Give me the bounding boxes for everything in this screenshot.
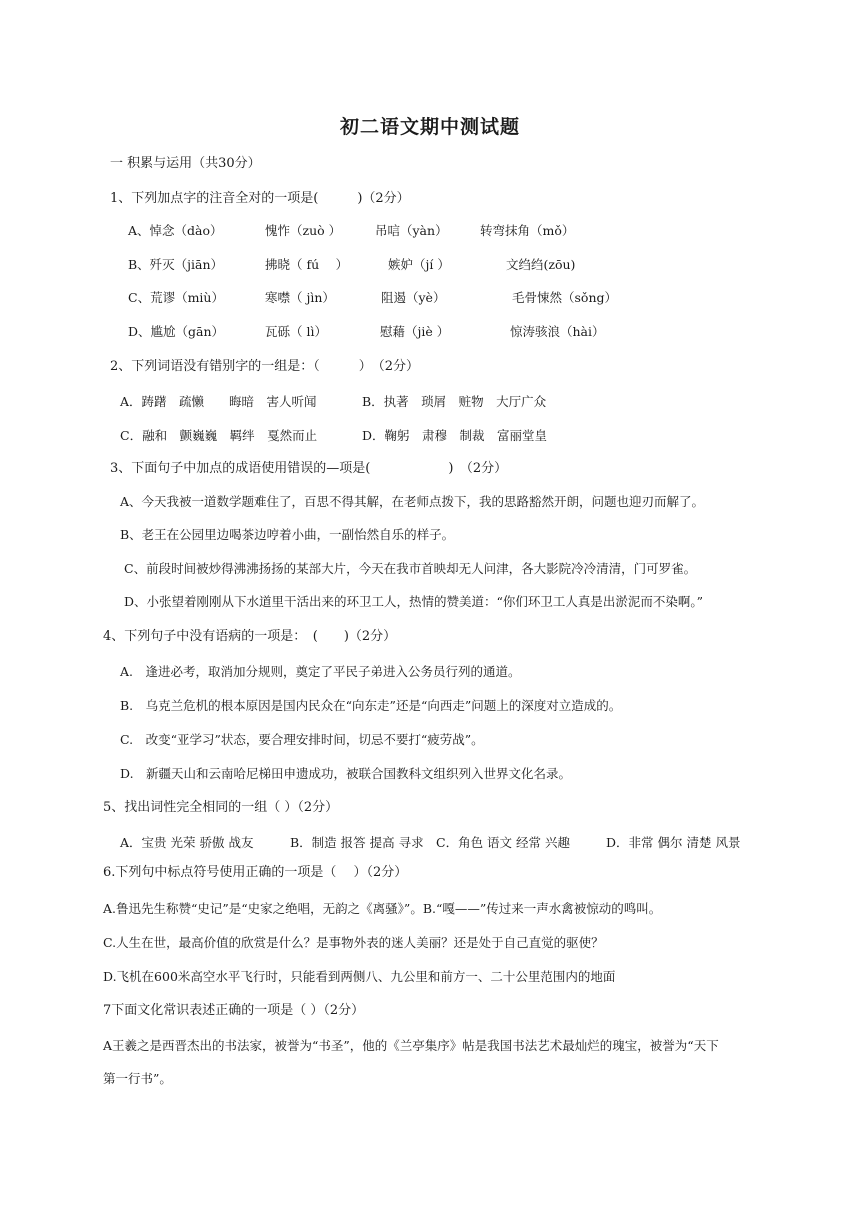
question-3-option-c: C、前段时间被炒得沸沸扬扬的某部大片，今天在我市首映却无人问津，各大影院冷冷清清，门可罗雀。: [124, 561, 697, 576]
option-cell: A．踌躇 疏懒 晦暗 害人听闻: [120, 394, 317, 409]
question-4-option-d: D. 新疆天山和云南哈尼梯田申遗成功，被联合国教科文组织列入世界文化名录。: [120, 766, 572, 781]
option-cell: 惊涛骇浪（hài）: [510, 324, 605, 339]
question-3-option-a: A、今天我被一道数学题难住了，百思不得其解，在老师点拨下，我的思路豁然开朗，问题也迎刃而解了。: [120, 494, 705, 509]
question-4-option-a: A. 逢进必考，取消加分规则，奠定了平民子弟进入公务员行列的通道。: [120, 664, 521, 679]
question-6-option-c: C.人生在世，最高价值的欣赏是什么？是事物外表的迷人美丽？还是处于自己直觉的驱使？: [103, 935, 604, 950]
page-title: 初二语文期中测试题: [339, 116, 520, 138]
option-cell: 嫉妒（jí ）: [388, 257, 450, 272]
option-cell: C．融和 颤巍巍 羁绊 戛然而止: [120, 428, 318, 443]
question-4-stem: 4、下列句子中没有语病的一项是： ( )（2分）: [103, 629, 397, 644]
question-5-stem: 5、找出词性完全相同的一组（ ）（2分）: [103, 800, 339, 815]
option-cell: 愧怍（zuò ）: [265, 223, 342, 238]
option-cell: 吊唁（yàn）: [375, 223, 448, 238]
section-heading: 一 积累与运用（共30分）: [110, 156, 261, 171]
question-3-option-d: D、小张望着刚刚从下水道里干活出来的环卫工人，热情的赞美道：“你们环卫工人真是出淤泥而不染啊。”: [124, 594, 704, 609]
option-cell: 拂晓（ fú ）: [265, 257, 349, 272]
option-cell: 慰藉（jiè ）: [380, 324, 450, 339]
option-cell: A．宝贵 光荣 骄傲 战友: [120, 835, 254, 850]
question-6-option-ab: A.鲁迅先生称赞“史记”是“史家之绝唱，无韵之《离骚》”。B.“嘎——”传过来一声水禽被惊动的鸣叫。: [103, 901, 662, 916]
option-cell: A、悼念（dào）: [128, 223, 223, 238]
option-cell: 阻遏（yè）: [381, 290, 446, 305]
option-cell: C．角色 语文 经常 兴趣: [436, 835, 570, 850]
option-cell: 寒噤（ jìn）: [265, 290, 335, 305]
question-7-stem: 7下面文化常识表述正确的一项是（ ）（2分）: [103, 1003, 365, 1018]
option-cell: 瓦砾（ lì）: [265, 324, 327, 339]
option-cell: B．执著 琐屑 赃物 大厅广众: [362, 394, 547, 409]
question-7-option-a-line1: A王羲之是西晋杰出的书法家，被誉为“书圣”，他的《兰亭集序》帖是我国书法艺术最灿烂的瑰宝，被誉为“天下: [103, 1038, 719, 1053]
question-3-stem: 3、下面句子中加点的成语使用错误的—项是( ) （2分）: [110, 461, 508, 476]
option-cell: C、荒谬（miù）: [128, 290, 224, 305]
question-6-stem: 6.下列句中标点符号使用正确的一项是（ ）（2分）: [103, 865, 408, 880]
question-4-option-c: C. 改变“亚学习”状态，要合理安排时间，切忌不要打“疲劳战”。: [120, 732, 484, 747]
question-7-option-a-line2: 第一行书”。: [103, 1071, 172, 1086]
question-3-option-b: B、老王在公园里边喝茶边哼着小曲，一副怡然自乐的样子。: [120, 527, 455, 542]
option-cell: 毛骨悚然（sǒng）: [512, 290, 617, 305]
option-cell: 转弯抹角（mǒ）: [480, 223, 575, 238]
option-cell: D．鞠躬 肃穆 制裁 富丽堂皇: [362, 428, 548, 443]
option-cell: B．制造 报答 提高 寻求: [290, 835, 424, 850]
question-6-option-d: D.飞机在600米高空水平飞行时，只能看到两侧八、九公里和前方一、二十公里范围内的地面: [103, 969, 616, 984]
question-1-stem: 1、下列加点字的注音全对的一项是( )（2分）: [110, 191, 410, 206]
option-cell: B、歼灭（jiān）: [128, 257, 224, 272]
question-4-option-b: B. 乌克兰危机的根本原因是国内民众在“向东走”还是“向西走”问题上的深度对立造成的。: [120, 698, 622, 713]
option-cell: D．非常 偶尔 清楚 风景: [606, 835, 741, 850]
option-cell: 文绉绉(zōu): [506, 257, 576, 272]
option-cell: D、尴尬（gān）: [128, 324, 225, 339]
question-2-stem: 2、下列词语没有错别字的一组是：（ ） （2分）: [110, 359, 420, 374]
